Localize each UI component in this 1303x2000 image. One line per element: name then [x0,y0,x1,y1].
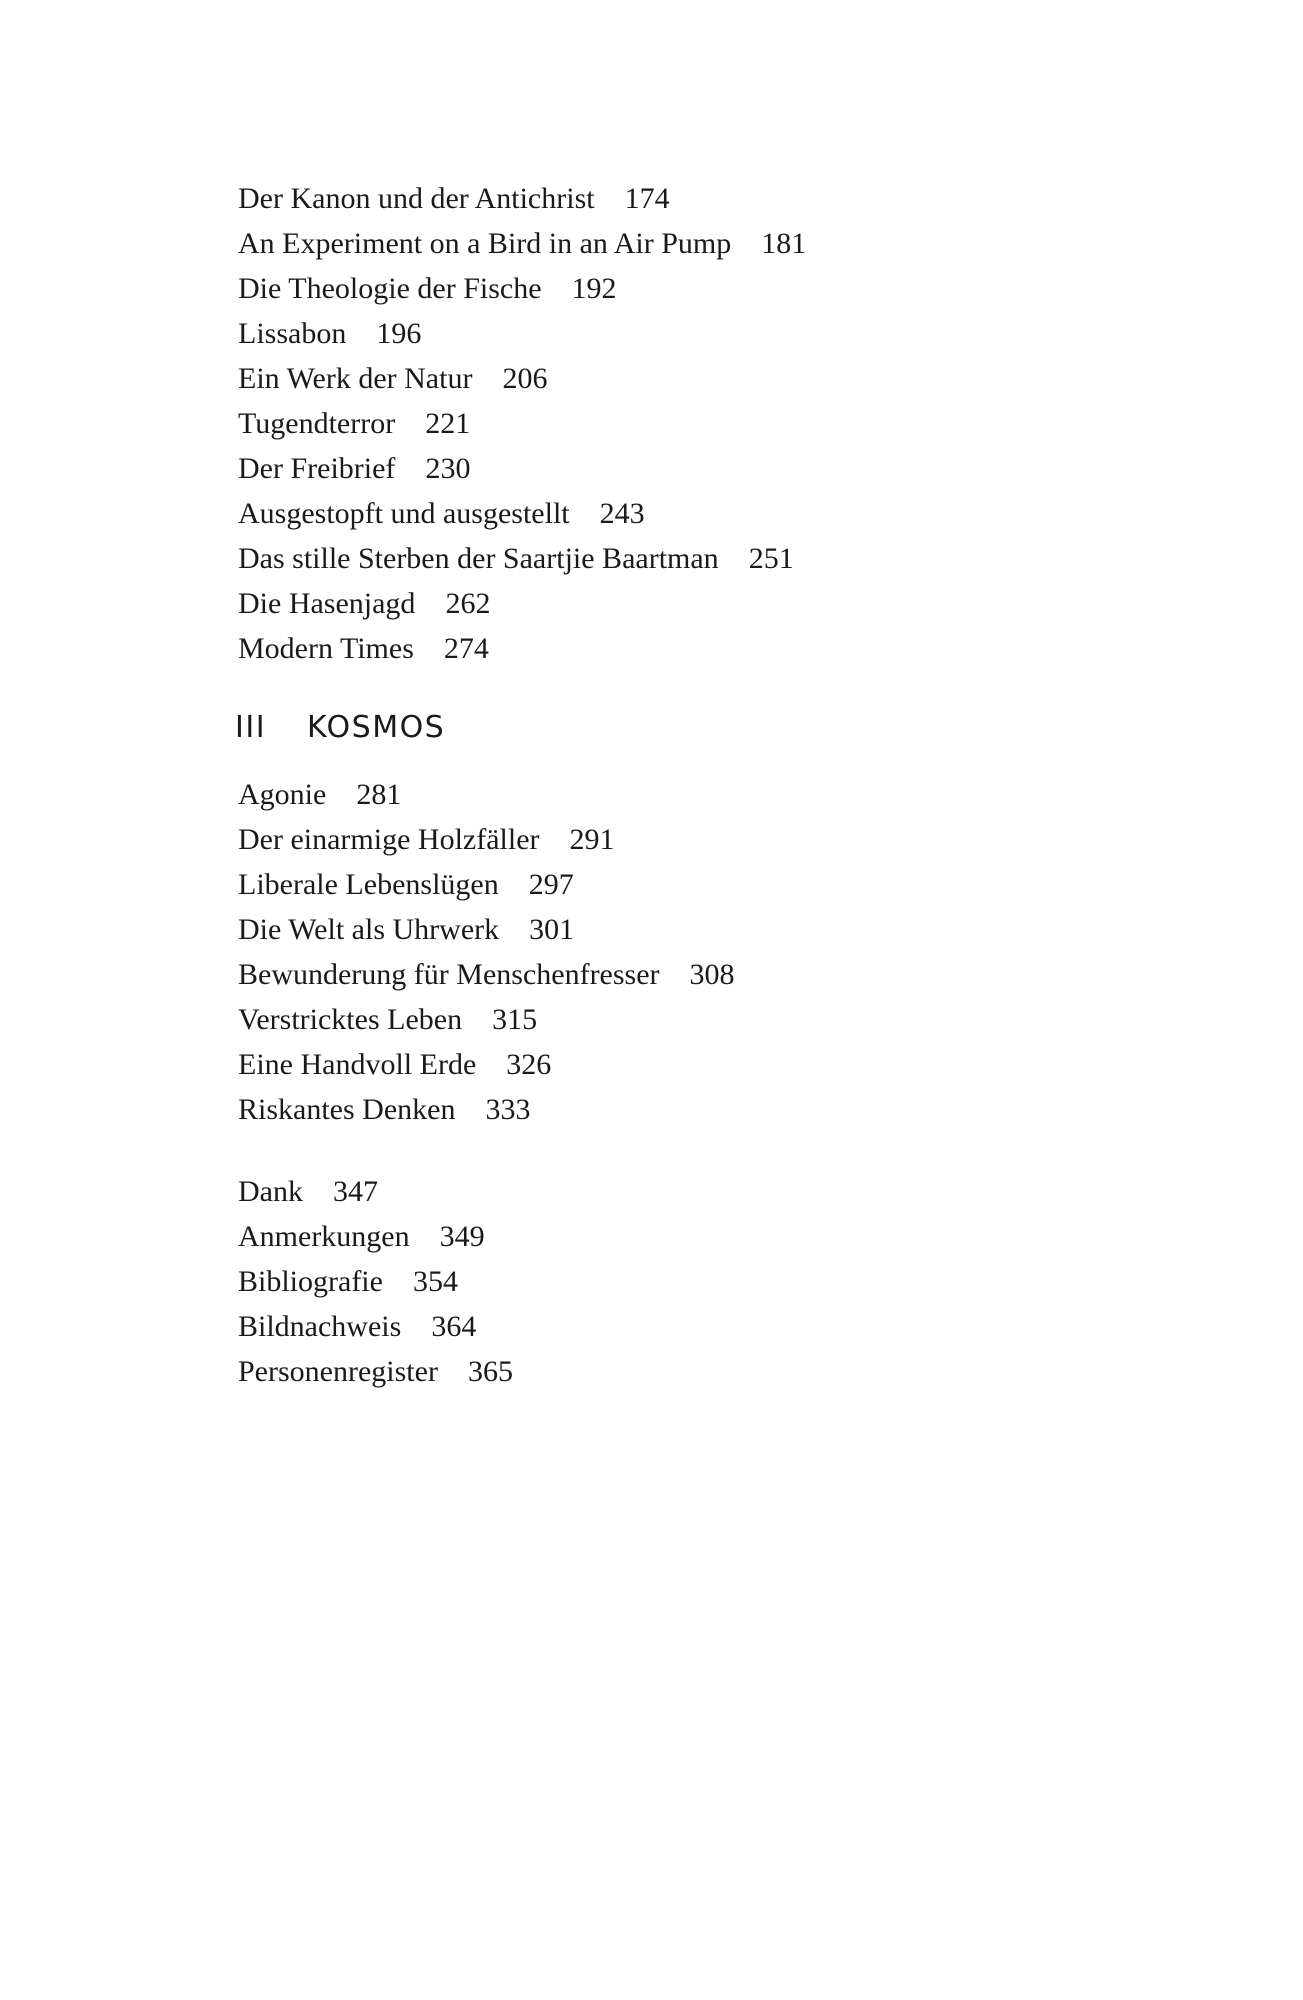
toc-entry-title: Verstricktes Leben [238,1003,463,1036]
toc-entry [238,446,1238,491]
toc-entry-title: Bewunderung für Menschenfresser [238,958,660,991]
toc-entry-page: 365 [467,1355,513,1388]
toc-entry-title: Ausgestopft und ausgestellt [238,497,570,530]
toc-entry-page: 297 [528,868,574,901]
toc-entry [238,221,1238,266]
toc-entry-page: 301 [529,913,575,946]
toc-entry-title: Tugendterror [238,407,396,440]
toc-entry-page: 354 [412,1265,458,1298]
toc-entry [238,997,1238,1042]
toc-entry-title: Agonie [238,778,327,811]
toc-entry [238,772,1238,817]
section-spacer [238,1132,1238,1169]
toc-entry-page: 274 [443,632,489,665]
toc-entry-page: 262 [445,587,491,620]
toc-entry [238,401,1238,446]
toc-entry-title: Modern Times [238,632,414,665]
toc-entry-title: Die Hasenjagd [238,587,416,620]
table-of-contents [235,176,1238,1394]
toc-entry [238,1349,1238,1394]
toc-entry-title: Das stille Sterben der Saartjie Baartman [238,542,719,575]
toc-entry [238,581,1238,626]
toc-entry-page: 181 [761,227,807,260]
toc-entry [238,266,1238,311]
toc-entry-title: Eine Handvoll Erde [238,1048,477,1081]
toc-entry [238,491,1238,536]
toc-entry-title: Der Freibrief [238,452,396,485]
toc-entry-page: 291 [569,823,615,856]
toc-entry [238,862,1238,907]
section-numeral: III [235,710,267,745]
toc-entry-page: 174 [624,182,670,215]
toc-entry [238,1042,1238,1087]
toc-entry-title: Anmerkungen [238,1220,410,1253]
toc-entry [238,536,1238,581]
toc-entry-title: Riskantes Denken [238,1093,456,1126]
toc-entry-title: Personenregister [238,1355,438,1388]
toc-entry-page: 281 [356,778,402,811]
toc-entry [238,1259,1238,1304]
toc-entry [238,176,1238,221]
toc-entry [238,952,1238,997]
toc-entry-page: 206 [502,362,548,395]
section-three-list [238,772,1238,1132]
toc-entry [238,1304,1238,1349]
toc-entry-page: 315 [492,1003,538,1036]
toc-entry-title: Liberale Lebenslügen [238,868,499,901]
toc-entry-title: Lissabon [238,317,347,350]
toc-entry-page: 326 [506,1048,552,1081]
toc-entry [238,1087,1238,1132]
toc-entry-page: 308 [689,958,735,991]
section-heading [235,708,1238,748]
toc-entry [238,1214,1238,1259]
toc-entry-page: 243 [599,497,645,530]
toc-entry-title: Die Theologie der Fische [238,272,542,305]
toc-entry-title: Bildnachweis [238,1310,402,1343]
part-two-list [238,176,1238,671]
toc-entry-page: 192 [571,272,617,305]
toc-entry-page: 230 [425,452,471,485]
back-matter-list [238,1169,1238,1394]
section-title: KOSMOS [307,710,446,745]
toc-entry-title: Der Kanon und der Antichrist [238,182,595,215]
toc-entry [238,1169,1238,1214]
toc-entry-title: Dank [238,1175,303,1208]
toc-entry-title: Die Welt als Uhrwerk [238,913,500,946]
toc-entry-title: Bibliografie [238,1265,383,1298]
toc-entry-page: 347 [332,1175,378,1208]
toc-entry [238,626,1238,671]
toc-entry-title: Ein Werk der Natur [238,362,473,395]
toc-entry [238,817,1238,862]
toc-entry-page: 349 [439,1220,485,1253]
toc-entry [238,311,1238,356]
toc-entry [238,356,1238,401]
toc-entry-page: 196 [376,317,422,350]
toc-entry-page: 364 [431,1310,477,1343]
toc-entry-page: 221 [425,407,471,440]
toc-entry-page: 333 [485,1093,531,1126]
toc-entry-title: An Experiment on a Bird in an Air Pump [238,227,732,260]
toc-entry [238,907,1238,952]
toc-entry-page: 251 [748,542,794,575]
toc-entry-title: Der einarmige Holzfäller [238,823,540,856]
